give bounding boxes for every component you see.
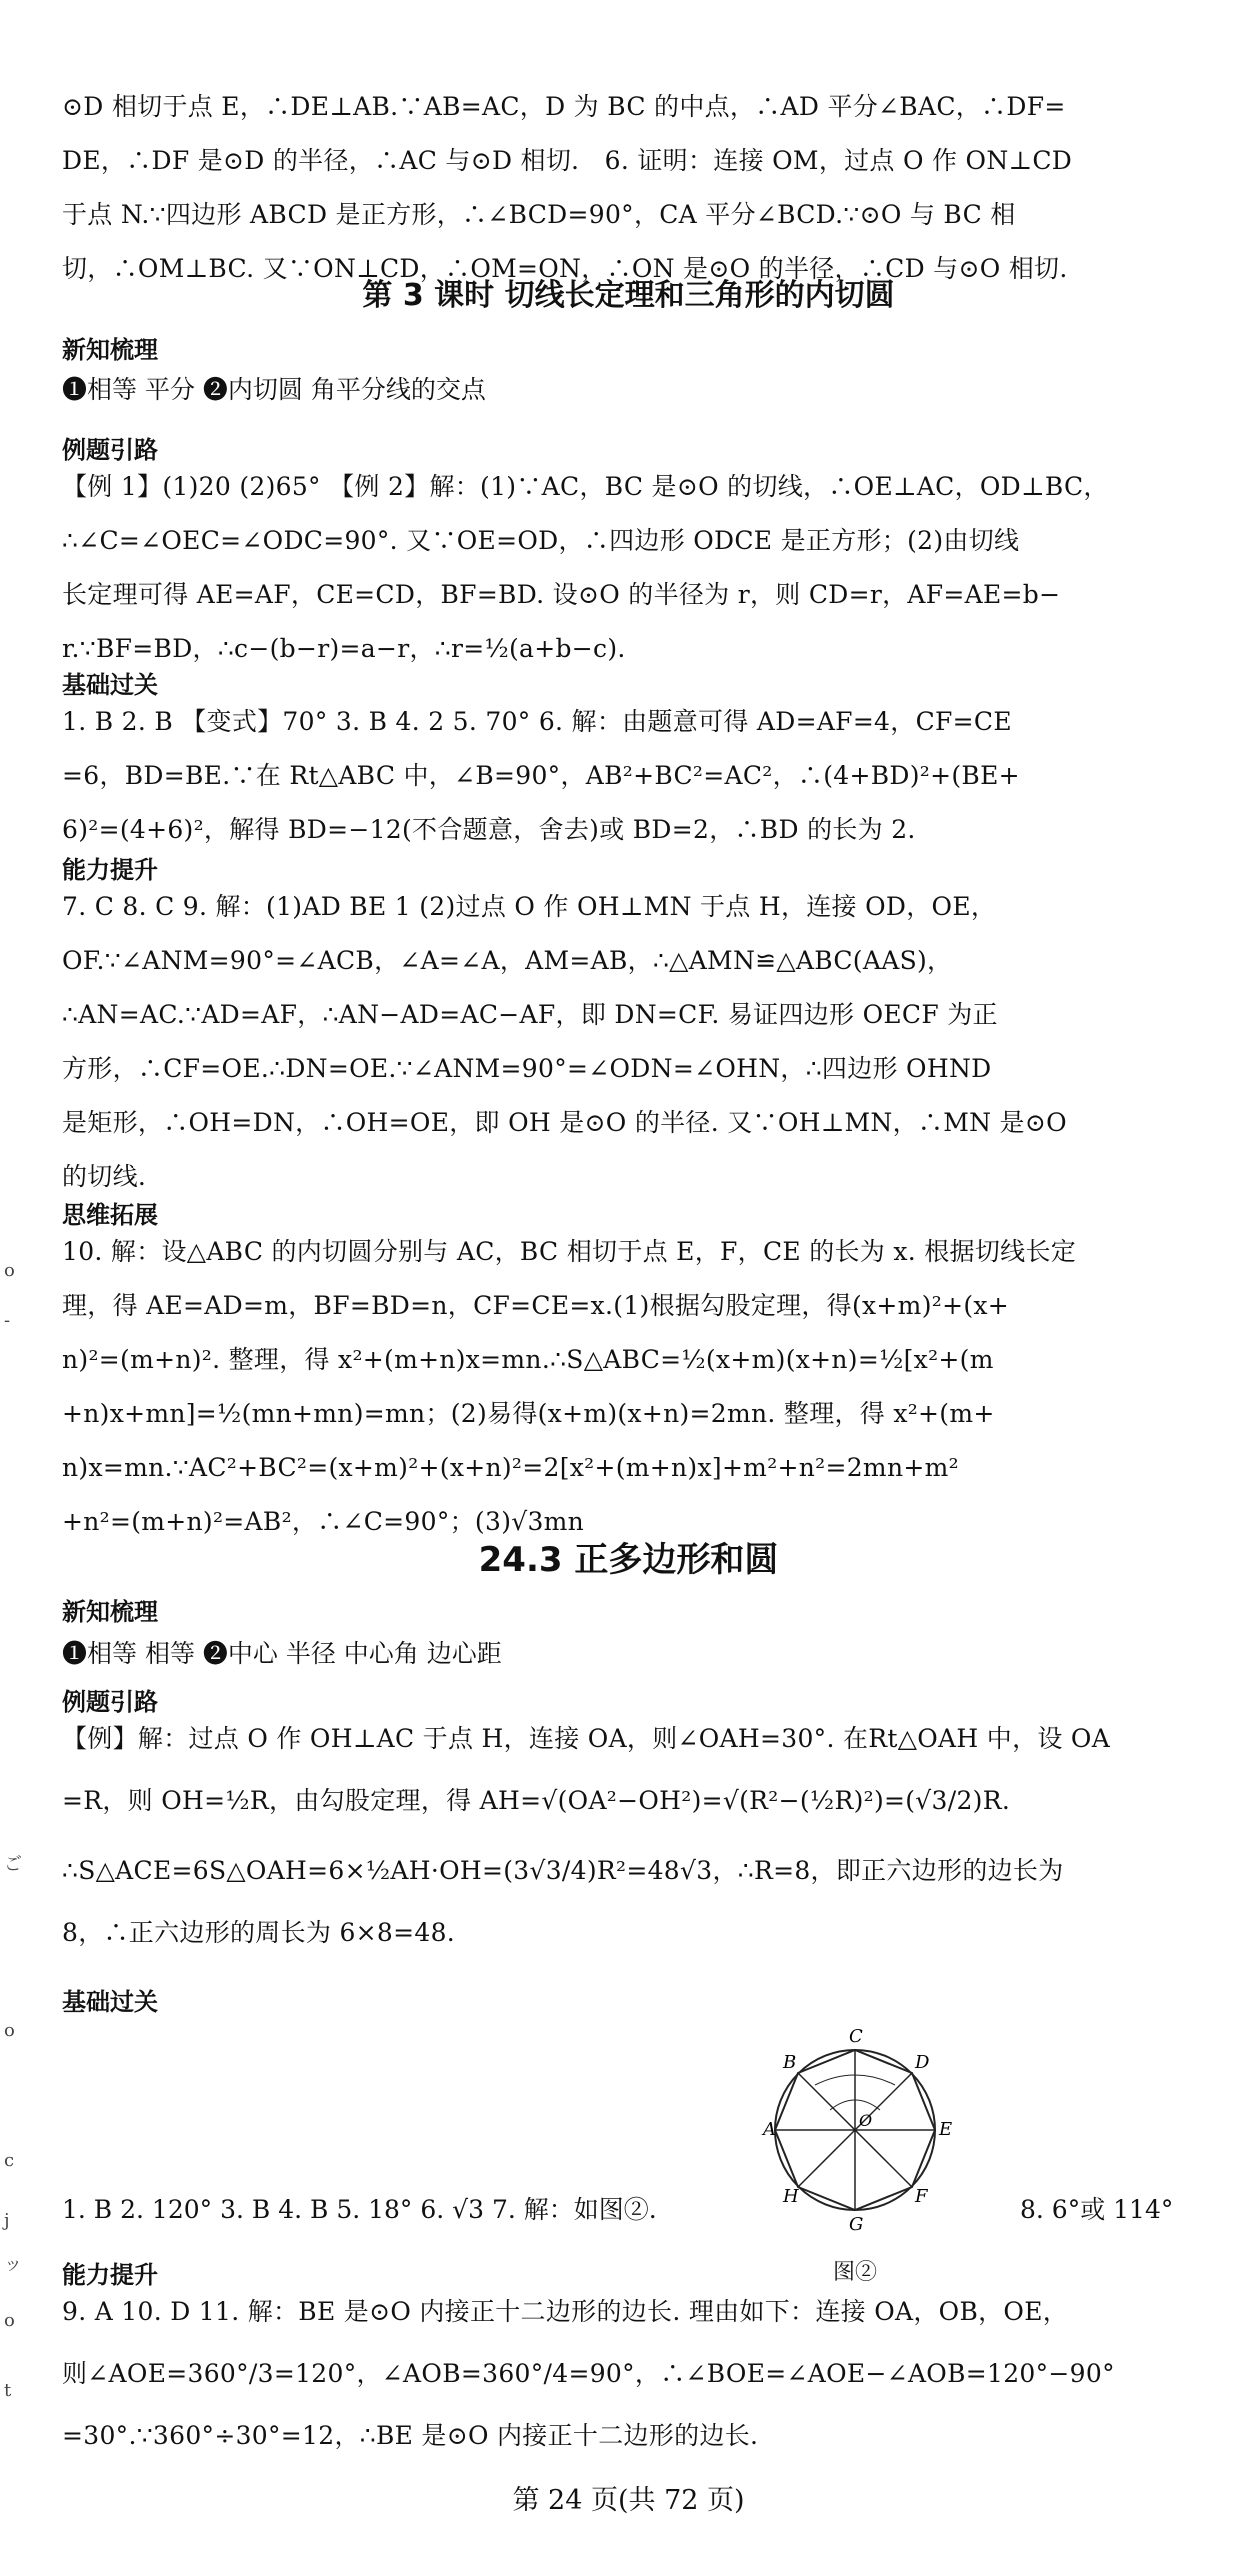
heading-nengli-2: 能力提升 [62, 2261, 158, 2289]
liti-2-block [62, 1712, 1192, 1960]
regular-octagon-diagram [755, 2010, 955, 2250]
text-line: =R，则 OH=½R，由勾股定理，得 AH=√(OA²−OH²)=√(R²−(½R)²)=(√3/2)R. [62, 1786, 1011, 1815]
jichu-2-answer-8: 8. 6°或 114° [1020, 2195, 1174, 2224]
lesson-title: 第 3 课时 切线长定理和三角形的内切圆 [362, 278, 895, 313]
text-line: +n)x+mn]=½(mn+mn)=mn；(2)易得(x+m)(x+n)=2mn. 整理，得 x²+(m+ [62, 1399, 995, 1428]
text-line: 6)²=(4+6)²，解得 BD=−12(不合题意，舍去)或 BD=2，∴BD 的长为 2. [62, 815, 916, 844]
text-line: OF.∵∠ANM=90°=∠ACB，∠A=∠A，AM=AB，∴△AMN≌△ABC(AAS)， [62, 946, 953, 975]
label-F: F [915, 2186, 928, 2207]
xinzhi-answers: ❶相等 平分 ❷内切圆 角平分线的交点 [62, 375, 486, 404]
text-line: 10. 解：设△ABC 的内切圆分别与 AC，BC 相切于点 E，F，CE 的长为 x. 根据切线长定 [62, 1237, 1077, 1266]
text-line: 【例 1】(1)20 (2)65° 【例 2】解：(1)∵AC，BC 是⊙O 的切线，∴OE⊥AC，OD⊥BC， [62, 472, 1109, 501]
section-title: 24.3 正多边形和圆 [478, 1540, 779, 1580]
label-B: B [783, 2052, 797, 2073]
text-line: 的切线. [62, 1162, 147, 1191]
text-line: r.∵BF=BD，∴c−(b−r)=a−r，∴r=½(a+b−c). [62, 634, 626, 663]
heading-liti-2: 例题引路 [62, 1688, 158, 1716]
text-line: 切，∴OM⊥BC. 又∵ON⊥CD，∴OM=ON，∴ON 是⊙O 的半径，∴CD 与⊙O 相切. [62, 254, 1068, 283]
text-line: 于点 N.∵四边形 ABCD 是正方形，∴∠BCD=90°，CA 平分∠BCD.∵⊙O 与 BC 相 [62, 200, 1016, 229]
margin-mark: c [4, 2150, 15, 2171]
siwei-block [62, 1225, 1192, 1549]
margin-mark: t [4, 2380, 12, 2401]
label-E: E [939, 2119, 953, 2140]
text-line: 7. C 8. C 9. 解：(1)AD BE 1 (2)过点 O 作 OH⊥MN 于点 H，连接 OD，OE， [62, 892, 997, 921]
label-O: O [859, 2111, 873, 2130]
xinzhi-2-answers: ❶相等 相等 ❷中心 半径 中心角 边心距 [62, 1639, 502, 1668]
text-line: ∴S△ACE=6S△OAH=6×½AH·OH=(3√3/4)R²=48√3，∴R=8，即正六边形的边长为 [62, 1856, 1064, 1885]
text-line: ∴∠C=∠OEC=∠ODC=90°. 又∵OE=OD，∴四边形 ODCE 是正方形；(2)由切线 [62, 526, 1020, 555]
heading-xinzhi: 新知梳理 [62, 336, 158, 364]
text-line: 【例】解：过点 O 作 OH⊥AC 于点 H，连接 OA，则∠OAH=30°. 在Rt△OAH 中，设 OA [62, 1724, 1111, 1753]
text-line: ⊙D 相切于点 E，∴DE⊥AB.∵AB=AC，D 为 BC 的中点，∴AD 平分∠BAC，∴DF= [62, 92, 1066, 121]
text-line: 理，得 AE=AD=m，BF=BD=n，CF=CE=x.(1)根据勾股定理，得(x+m)²+(x+ [62, 1291, 1010, 1320]
figure-caption: 图② [832, 2260, 877, 2285]
text-line: 则∠AOE=360°/3=120°，∠AOB=360°/4=90°，∴∠BOE=∠AOE−∠AOB=120°−90° [62, 2359, 1115, 2388]
text-line: 是矩形，∴OH=DN，∴OH=OE，即 OH 是⊙O 的半径. 又∵OH⊥MN，∴MN 是⊙O [62, 1108, 1067, 1137]
label-A: A [763, 2119, 776, 2140]
margin-mark: j [4, 2210, 10, 2231]
label-D: D [915, 2052, 930, 2073]
text-line: 方形，∴CF=OE.∴DN=OE.∵∠ANM=90°=∠ODN=∠OHN，∴四边形 OHND [62, 1054, 992, 1083]
text-line: +n²=(m+n)²=AB²，∴∠C=90°；(3)√3mn [62, 1507, 585, 1536]
jichu-block [62, 695, 1192, 857]
margin-mark: o [4, 1260, 15, 1281]
text-line: 8，∴正六边形的周长为 6×8=48. [62, 1918, 456, 1947]
text-line: 9. A 10. D 11. 解：BE 是⊙O 内接正十二边形的边长. 理由如下：连接 OA，OB，OE， [62, 2297, 1069, 2326]
text-line: 1. B 2. B 【变式】70° 3. B 4. 2 5. 70° 6. 解：由题意可得 AD=AF=4，CF=CE [62, 707, 1012, 736]
margin-mark: ッ [4, 2254, 22, 2275]
nengli-block [62, 880, 1192, 1204]
text-line: n)²=(m+n)². 整理，得 x²+(m+n)x=mn.∴S△ABC=½(x+m)(x+n)=½[x²+(m [62, 1345, 994, 1374]
margin-mark: o [4, 2020, 15, 2041]
label-C: C [849, 2026, 863, 2047]
top-continuation [62, 80, 1192, 296]
text-line: =30°.∵360°÷30°=12，∴BE 是⊙O 内接正十二边形的边长. [62, 2421, 759, 2450]
heading-nengli: 能力提升 [62, 856, 158, 884]
heading-jichu: 基础过关 [62, 671, 158, 699]
heading-liti: 例题引路 [62, 436, 158, 464]
heading-siwei: 思维拓展 [62, 1201, 158, 1229]
liti-block [62, 460, 1192, 676]
margin-mark: o [4, 2310, 15, 2331]
nengli-2-block [62, 2285, 1192, 2463]
text-line: =6，BD=BE.∵在 Rt△ABC 中，∠B=90°，AB²+BC²=AC²，∴(4+BD)²+(BE+ [62, 761, 1020, 790]
figure-2 [755, 2010, 985, 2285]
text-line: DE，∴DF 是⊙D 的半径，∴AC 与⊙D 相切． 6. 证明：连接 OM，过点 O 作 ON⊥CD [62, 146, 1073, 175]
page-footer: 第 24 页(共 72 页) [512, 2485, 745, 2516]
jichu-2-answers: 1. B 2. 120° 3. B 4. B 5. 18° 6. √3 7. 解：如图②. [62, 2195, 657, 2224]
text-line: n)x=mn.∵AC²+BC²=(x+m)²+(x+n)²=2[x²+(m+n)x]+m²+n²=2mn+m² [62, 1453, 959, 1482]
margin-mark: ご [4, 1854, 22, 1875]
heading-jichu-2: 基础过关 [62, 1988, 158, 2016]
label-G: G [849, 2214, 864, 2235]
text-line: ∴AN=AC.∵AD=AF，∴AN−AD=AC−AF，即 DN=CF. 易证四边形 OECF 为正 [62, 1000, 998, 1029]
label-H: H [783, 2186, 799, 2207]
text-line: 长定理可得 AE=AF，CE=CD，BF=BD. 设⊙O 的半径为 r，则 CD=r，AF=AE=b− [62, 580, 1061, 609]
margin-mark: - [4, 1310, 11, 1331]
heading-xinzhi-2: 新知梳理 [62, 1598, 158, 1626]
